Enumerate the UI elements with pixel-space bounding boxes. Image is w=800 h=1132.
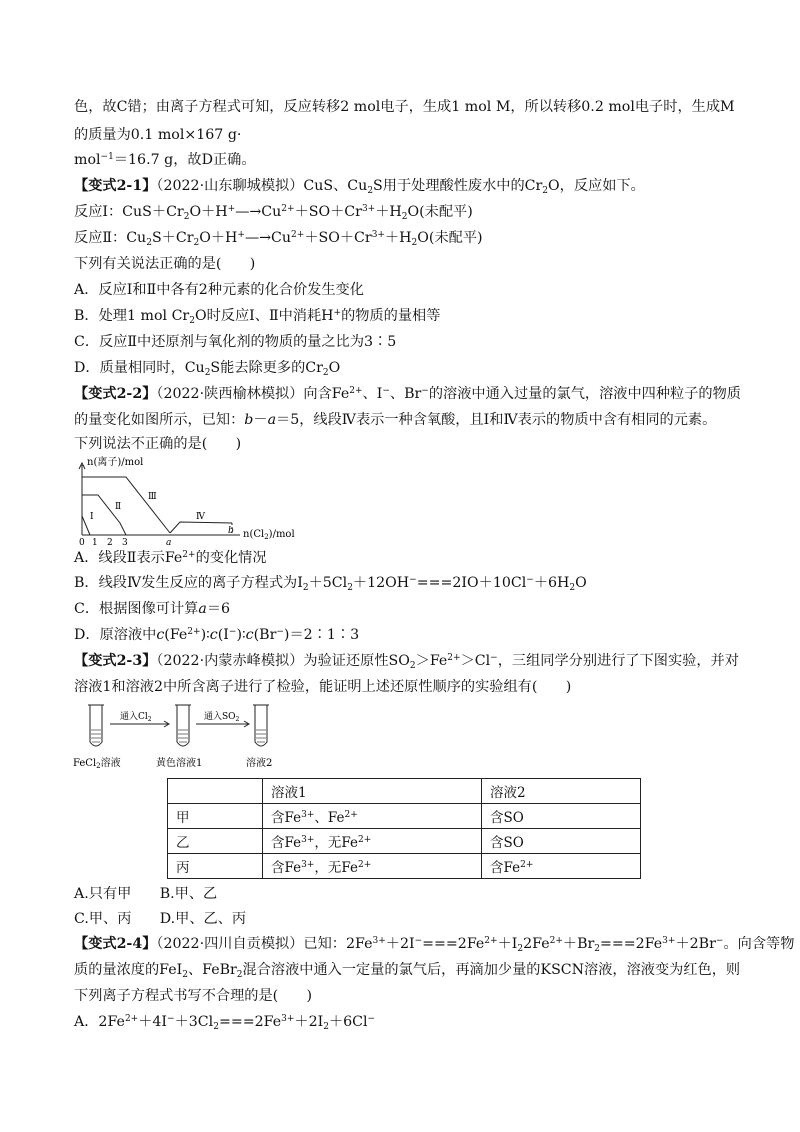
test-tube-2 (177, 705, 189, 746)
tube-3-label: 溶液2 (246, 758, 273, 769)
paragraph-line: mol$^{-1}$＝16.7 g，故D正确。 (74, 152, 256, 168)
options-row: A.只有甲 B.甲、乙 (74, 886, 218, 902)
table-header-cell: 溶液1 (263, 779, 482, 804)
paragraph-line: 的质量为0.1 mol×167 g· (74, 127, 242, 143)
tick-label: 2 (107, 538, 113, 545)
tick-label: 3 (122, 538, 128, 545)
tick-label: 0 (79, 538, 85, 545)
question-2-2-stem: 【变式2-2】（2022·陕西榆林模拟）向含$Fe^{2+}$、I−、Br−的溶液中通入过量的氯气，溶液中四种粒子的物质 (74, 386, 741, 402)
liquid-hatching (91, 730, 266, 742)
option-b: B．线段Ⅳ发生反应的离子方程式为$I_2+5Cl_2+12OH^-===2IO+10Cl^-+6H_2O$ (74, 575, 587, 593)
table-cell: 含$Fe^{3+}$，无$Fe^{2+}$ (263, 829, 482, 854)
tick-label-a: a (166, 538, 172, 545)
segment-II (82, 495, 126, 535)
test-tube-apparatus (70, 700, 320, 772)
arrow-2-label: 通入$SO_2$ (204, 712, 240, 723)
options-row: C.甲、丙 D.甲、乙、丙 (74, 911, 247, 927)
tick-label: 1 (92, 538, 98, 545)
paragraph-line: 的量变化如图所示，已知：b－a＝5，线段Ⅳ表示一种含氧酸，且Ⅰ和Ⅳ表示的物质中含有相同的元素。 (74, 412, 717, 428)
table-cell: 含SO (482, 804, 641, 829)
paragraph-line: 溶液1和溶液2中所含离子进行了检验，能证明上述还原性顺序的实验组有( ) (74, 679, 572, 695)
test-tube-1 (90, 705, 102, 746)
question-label: 【变式2-1】 (74, 178, 157, 194)
result-table (167, 778, 641, 879)
segment-label-II: Ⅱ (115, 502, 122, 512)
table-cell: 含$Fe^{3+}$、$Fe^{2+}$ (263, 804, 482, 829)
table-row (168, 854, 641, 879)
table-header-cell: 溶液2 (482, 779, 641, 804)
option-b: B．处理1 mol $Cr_2O$时反应Ⅰ、Ⅱ中消耗H+的物质的量相等 (74, 308, 441, 326)
paragraph-line: 质的量浓度的FeI$_2$、FeBr$_2$混合溶液中通入一定量的氯气后，再滴加少量的KSCN溶液，溶液变为红色，则 (74, 962, 741, 980)
tube-2-label: 黄色溶液1 (156, 758, 203, 769)
test-tube-3 (255, 705, 267, 746)
option-a: A．线段Ⅱ表示$Fe^{2+}$的变化情况 (74, 550, 267, 566)
segment-label-IV: Ⅳ (196, 512, 205, 522)
paragraph-line: 色，故C错；由离子方程式可知，反应转移2 mol电子，生成1 mol M，所以转移0.2 mol电子时，生成M (74, 99, 735, 115)
option-d: D．原溶液中$c(Fe^{2+})∶c(I^-)∶c(Br^-)=2∶1∶3$ (74, 627, 360, 643)
row-label: 丙 (168, 854, 263, 879)
table-header-row (168, 779, 641, 804)
tube-1-label: FeCl$_2$溶液 (73, 758, 121, 770)
table-row (168, 829, 641, 854)
segment-I (82, 516, 90, 535)
reaction-2: 反应Ⅱ：$Cu_2S+Cr_2O+H^+—\to Cu^{2+}+SO+Cr^{3+}+H_2O$(未配平) (74, 230, 483, 248)
option-a: A．$2Fe^{2+}+4I^-+3Cl_2===2Fe^{3+}+2I_2+6Cl^-$ (74, 1014, 376, 1032)
table-row (168, 804, 641, 829)
table-cell: 含$Fe^{2+}$ (482, 854, 641, 879)
segment-III (82, 477, 170, 533)
row-label: 乙 (168, 829, 263, 854)
question-2-1-stem: 【变式2-1】（2022·山东聊城模拟）CuS、$Cu_2S$用于处理酸性废水中的$Cr_2O$，反应如下。 (74, 178, 645, 196)
option-c: C．反应Ⅱ中还原剂与氧化剂的物质的量之比为3∶5 (74, 334, 397, 350)
option-d: D．质量相同时，$Cu_2S$能去除更多的$Cr_2O$ (74, 360, 341, 378)
option-c: C．根据图像可计算a＝6 (74, 601, 231, 617)
x-axis-label: $n(Cl_2)$/mol (243, 529, 295, 541)
question-2-3-stem: 【变式2-3】（2022·内蒙赤峰模拟）为验证还原性$SO_2>Fe^{2+}>Cl^-$，三组同学分别进行了下图实验，并对 (74, 653, 739, 671)
segment-label-III: Ⅲ (148, 492, 157, 502)
arrow-1-label: 通入$Cl_2$ (120, 712, 152, 723)
tick-label-b: b (228, 526, 234, 536)
question-label: 【变式2-3】 (74, 653, 157, 669)
question-prompt: 下列离子方程式书写不合理的是( ) (74, 988, 313, 1004)
reaction-1: 反应Ⅰ：$CuS+Cr_2O+H^+—\to Cu^{2+}+SO+Cr^{3+}+H_2O$(未配平) (74, 204, 473, 222)
segment-label-I: Ⅰ (90, 512, 94, 522)
segment-IV (170, 522, 232, 533)
option-a: A．反应Ⅰ和Ⅱ中各有2种元素的化合价发生变化 (74, 282, 364, 298)
question-2-4-stem: 【变式2-4】（2022·四川自贡模拟）已知：$2Fe^{3+}+2I^-===2Fe^{2+}+I_22Fe^{2+}+Br_2===2Fe^{3+}+2Br^-$。向含等物 (74, 936, 795, 954)
question-prompt: 下列有关说法正确的是( ) (74, 256, 256, 272)
table-cell: 含$Fe^{3+}$，无$Fe^{2+}$ (263, 854, 482, 879)
ion-amount-graph (70, 455, 310, 545)
table-cell: 含SO (482, 829, 641, 854)
row-label: 甲 (168, 804, 263, 829)
table-cell (168, 779, 263, 804)
question-label: 【变式2-4】 (74, 936, 157, 952)
y-axis-label: n(离子)/mol (87, 457, 144, 468)
question-label: 【变式2-2】 (74, 386, 157, 402)
question-prompt: 下列说法不正确的是( ) (74, 436, 242, 452)
